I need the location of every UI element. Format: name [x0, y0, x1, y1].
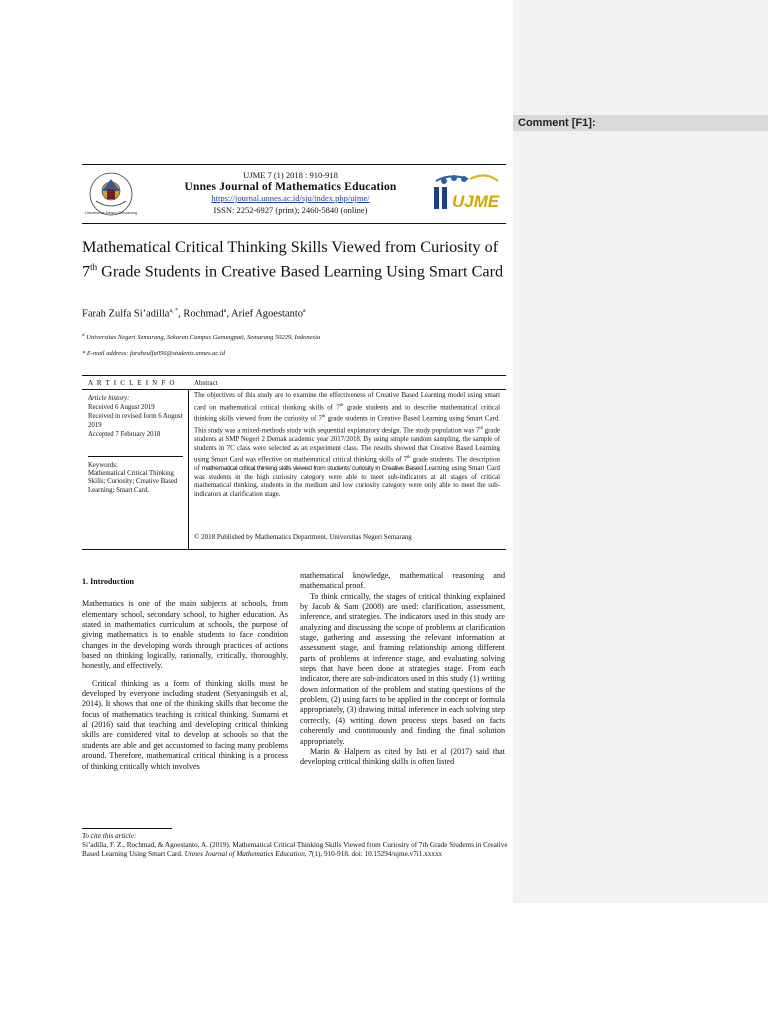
keywords-rule: [88, 456, 183, 457]
copyright-notice: © 2018 Published by Mathematics Department, Universitas Negeri Semarang: [194, 533, 412, 541]
right-column: [300, 571, 505, 768]
citation-footnote: To cite this article: Si’adilla, F. Z., Rochmad, & Agoestanto, A. (2019). Mathematical Critical Thinking Skills Viewed from Curiosity of 7th Grade Students in Creative Based Learning Using Smart Card. Unnes Journal of Mathematics Education, 7(1), 910-918. doi: 10.15294/ujme.v7i1.xxxxx: [82, 832, 508, 859]
author-name: , Rochmad: [178, 308, 224, 320]
paragraph: To think critically, the stages of critical thinking explained by Jacob & Sam (2008) are used: clarification, assessment, inference, and strategies. The indicators used in this study are analyzing and discussing the scope of problems at clarification stage, gathering and assessing the relevant information at assessment stage, and framing relationship among different parts of problems at inference stage, and evaluating solving steps that have been done at strategies stage. From each indicator, there are sub-indicators used in this study (1) writing down information of the problem and stating questions of the problem, (2) using facts to be applied in the concept or formula appropriately, (3) drawing initial inference in each solving step correctly, (4) writing down process steps based on facts coherently and continuously and finding the final solution appropriately.: [300, 591, 505, 746]
comment-balloon[interactable]: [513, 115, 768, 131]
journal-header: [168, 170, 413, 216]
journal-url-link[interactable]: https://journal.unnes.ac.id/sju/index.php/ujme/: [211, 193, 370, 203]
section-heading: 1. Introduction: [82, 577, 135, 586]
author-list: Farah Zulfa Si’adilla$^{a, *}$, Rochmad$^a$, Arief Agoestanto$^a$: [82, 308, 306, 320]
footnote-rule: [82, 828, 172, 829]
issn: ISSN: 2252-6927 (print); 2460-5840 (online): [213, 204, 368, 215]
paragraph: Marin & Halpern as cited by Isti et al (2017) said that developing critical thinking skills is often listed: [300, 746, 505, 767]
paragraph: Critical thinking as a form of thinking skills must be developed by everyone including student (Setyaningsih et al, 2014). It shows that one of the thinking skills that become the focus of mathematics teaching is critical thinking. Sumarni et al (2016) said that teaching and developing critical thinking skills are considered vital to develop at schools so that the students are able and get accustomed to facing many problems around. Therefore, mathematical critical thinking is a process of thinking critically which involves: [82, 678, 288, 771]
abstract-heading: Abstract: [194, 379, 218, 387]
affiliation: $^a$ Universitas Negeri Semarang, Sekaran Campus Gunungpati, Semarang 50229, Indonesia: [82, 332, 321, 342]
left-column: [82, 577, 288, 772]
svg-text:UJME: UJME: [452, 192, 500, 211]
author-name: , Arief Agoestanto: [226, 308, 304, 320]
paragraph: mathematical knowledge, mathematical reasoning and mathematical proof.: [300, 571, 505, 591]
blank-area: [513, 903, 768, 1024]
info-top-rule: [82, 375, 506, 376]
keywords: Keywords: Mathematical Critical Thinking Skills; Curiosity; Creative Based Learning; Smart Card.: [88, 462, 178, 494]
abstract-text: The objectives of this study are to examine the effectiveness of Creative Based Learning model using smart card on mathematical critical thinking skills of 7th grade students and to describe mathematical critical thinking skills viewed from the curiosity of 7th grade students in Creative Based Learning using Smart Card. This study was a mixed-methods study with sequential explanatory design. The study population was 7th grade students at SMP Negeri 2 Demak academic year 2017/2018. By using simple random sampling, the sample of students in 7C class were selected as an experiment class. The results showed that Creative Based Learning using Smart Card was effective on mathematical critical thinking skills of 7th grade students. The description of mathematical critical thinking skills viewed from students’ curiosity in Creative Based Learning using Smart Card was students in the high curiosity category were able to meet sub-indicators at all stages of critical mathematical thinking, students in the medium and low curiosity category were only able to meet the sub-indicators at clarification stage.: [194, 392, 500, 498]
header-top-rule: [82, 164, 506, 165]
university-logo: [84, 171, 138, 217]
article-history: Article history: Received 6 August 2019 Received in revised form 6 August 2019 Accepted 7 February 2018: [88, 395, 183, 438]
comment-pane: [513, 0, 768, 903]
corresponding-email: * E-mail address: farahzulfa056@students.unnes.ac.id: [82, 350, 225, 357]
comment-label: Comment [F1]:: [518, 117, 596, 129]
article-info-heading: A R T I C L E I N F O: [88, 379, 176, 387]
ujme-logo: [430, 173, 504, 215]
svg-text:Universitas Negeri Semarang: Universitas Negeri Semarang: [84, 210, 138, 215]
paper-title: Mathematical Critical Thinking Skills Viewed from Curiosity of 7th Grade Students in Creative Based Learning Using Smart Card: [82, 238, 504, 281]
volume-line: UJME 7 (1) 2018 : 910-918: [243, 170, 338, 180]
info-heading-rule: [82, 389, 506, 390]
journal-name: Unnes Journal of Mathematics Education: [184, 180, 397, 193]
author-name: Farah Zulfa Si’adilla: [82, 308, 170, 320]
info-bottom-rule: [82, 549, 506, 550]
header-bottom-rule: [82, 223, 506, 224]
paragraph: Mathematics is one of the main subjects at schools, from elementary school, secondary school, to higher education. As stated in mathematics curriculum at schools, the purpose of giving mathematics is to enable students to face condition changes in the developing words through practices of actions based on thinking logically, rationally, critically, thoroughly, honestly, and effectively.: [82, 599, 288, 671]
info-column-divider: [188, 389, 189, 549]
